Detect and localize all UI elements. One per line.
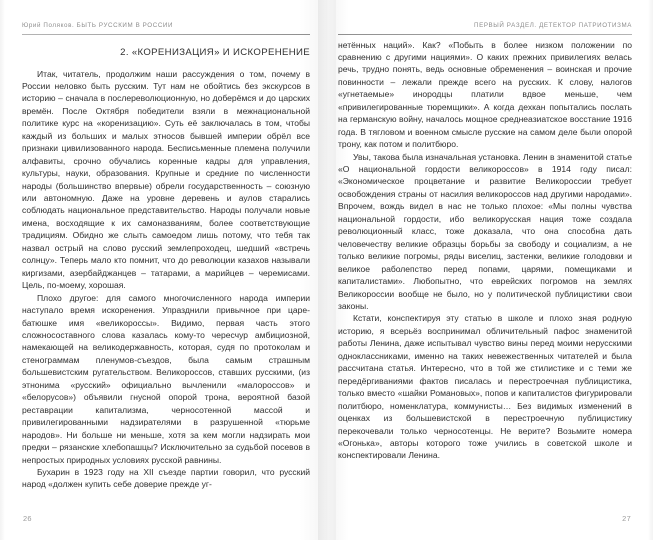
page-number-right: 27 (622, 514, 631, 523)
body-column-right (338, 39, 632, 462)
page-number-left: 26 (23, 514, 32, 523)
paragraph: нетённых наций». Как? «Побыть в более низком положении по сравнению с другими нациями». О каких прежних привилегиях велась речь, трудно понять, ведь основные обременения – воинская и прочие повинности – лежали прежде всего на русских. К слову, налогов «угнетаемые» инородцы платили вдвое меньше, чем «привилегированные тюремщики». А когда дехкан попытались послать на германскую войну, началось мощное среднеазиатское восстание 1916 года. В тягловом и военном смысле русские на самом деле были опорой трону, как потом и политбюро. (338, 39, 632, 150)
body-column-left (22, 68, 310, 491)
header-rule-left (22, 34, 310, 35)
paragraph: Итак, читатель, продолжим наши рассуждения о том, почему в России неловко быть русским. Тут нам не обойтись без экскурсов в историю – сначала в послереволюционную, но доберёмся и до царских времён. После Октября победители взяли в межнациональной политике курс на «коренизацию». Суть её заключалась в том, чтобы каждый из больших и малых этносов бывшей империи обрёл все признаки цивилизованного народа. Бесписьменные племена получили алфавиты, срочно обучались коренные кадры для управления, культуры, науки, образования. Крупные и средние по численности народы (большинство впервые) обрели государственность – союзную или автономную. Даже на уровне деревень и аулов старались соблюдать национальное представительство. Народы получали новые имена, восходящие к их самоназваниям, более соответствующие традициям. Обидно же слыть самоедом лишь потому, что тебя так назвал острый на слово русский землепроходец, шедший «встречь солнцу». Теперь мало кто помнит, что до революции казахов называли киргизами, азербайджанцев – татарами, а марийцев – черемисами. Цель, по-моему, хорошая. (22, 68, 310, 291)
paragraph: Бухарин в 1923 году на XII съезде партии говорил, что русский народ «должен купить себе доверие прежде уг- (22, 467, 310, 490)
page-left (0, 0, 326, 540)
running-head-right: ПЕРВЫЙ РАЗДЕЛ. ДЕТЕКТОР ПАТРИОТИЗМА (474, 22, 632, 29)
paragraph: Плохо другое: для самого многочисленного народа империи наступало время искоренения. Упразднили привычное при царе-батюшке имя «великороссы». Видимо, первая часть этого сложносоставного слова казалась кому-то чересчур амбициозной, намекающей на великодержавность, которая, судя по протоколам и стенограммам пленумов-съездов, была самым страшным большевистским ругательством. Великороссов, ставших русскими, (из этнонима «русский» официально вычленили «малороссов» и «белорусов») объявили гнусной опорой трона, вероятной базой реставрации капитализма, черносотенной массой и привилегированными надзирателями в разрушенной «тюрьме народов». Ни больше ни меньше, хотя за кем могли надзирать мои предки – рязанские хлебопашцы? Исключительно за судьбой посевов в непростых природных условиях русской равнины. (22, 292, 310, 465)
running-head-left: Юрий Поляков. БЫТЬ РУССКИМ В РОССИИ (22, 22, 174, 29)
paragraph: Кстати, конспектируя эту статью в школе и плохо зная родную историю, я всерьёз воспринимал обличительный пафос знаменитой работы Ленина, даже испытывал чувство вины перед моими нерусскими одноклассниками, именно на таких невежественных читателей и была рассчитана статья. Интересно, что в той же стилистике и с теми же передёргиваниями фактов писалась и перестроечная публицистика, только вместо «шайки Романовых», попов и капиталистов фигурировали политбюро, номенклатура, коммунисты… Без видимых изменений в оценках из большевистской в перестроечную публицистику перекочевали только черносотенцы. Не верите? Возьмите номера «Огонька», авторы которого тоже учились в советской школе и конспектировали Ленина. (338, 313, 632, 461)
paragraph: Увы, такова была изначальная установка. Ленин в знаменитой статье «О национальной гордости великороссов» в 1914 году писал: «Экономическое процветание и развитие Великороссии требует освобождения страны от насилия великороссов над другими народами». Впрочем, вождь видел в нас не только плохое: «Мы полны чувства национальной гордости, ибо великорусская нация тоже создала революционный класс, тоже доказала, что она способна дать человечеству великие образцы борьбы за свободу и социализм, а не только великие погромы, ряды виселиц, застенки, великие голодовки и великое раболепство перед попами, царями, помещиками и капиталистами». Любопытно, что еврейских погромов на землях Великороссии вообще не было, но у политической публицистики свои законы. (338, 151, 632, 312)
page-right (326, 0, 653, 540)
header-rule-right (338, 34, 632, 35)
chapter-title: 2. «КОРЕНИЗАЦИЯ» И ИСКОРЕНЕНИЕ (120, 46, 310, 58)
